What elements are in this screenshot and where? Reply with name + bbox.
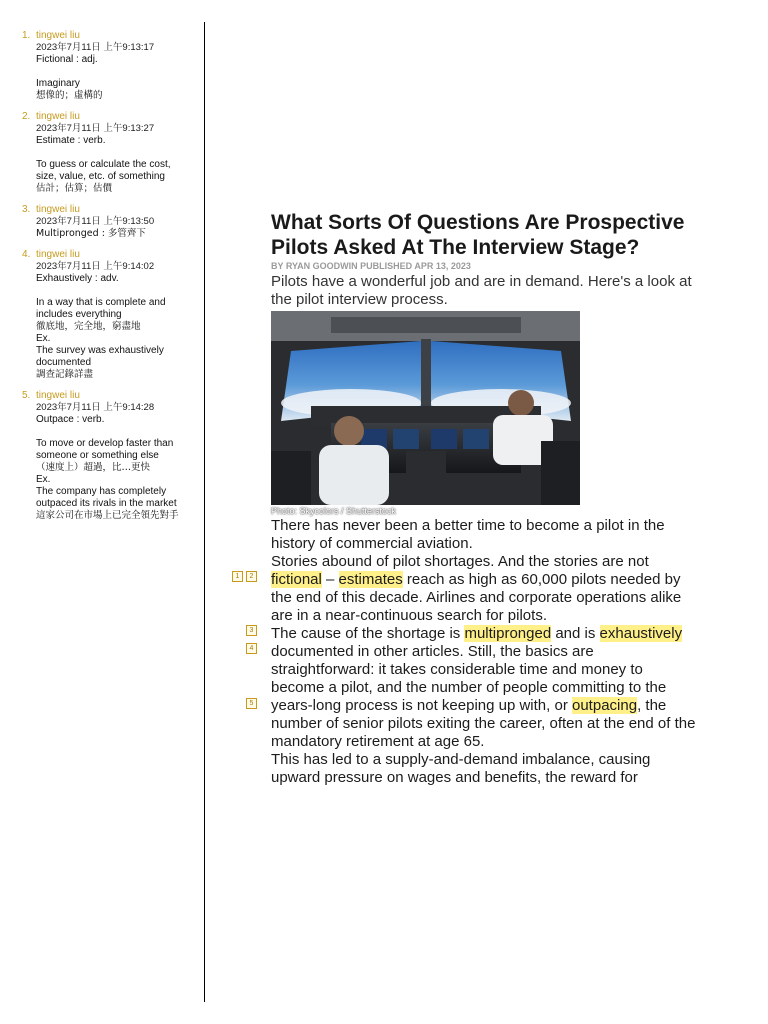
annotation-author: tingwei liu: [36, 390, 80, 401]
paragraph-text: and is: [551, 625, 600, 642]
annotation-number: 4.: [22, 249, 31, 260]
highlight-fictional[interactable]: fictional: [271, 571, 322, 588]
article-byline: BY RYAN GOODWIN PUBLISHED APR 13, 2023: [271, 261, 471, 271]
annotation-text: Estimate : verb.: [36, 135, 106, 146]
annotation-text: someone or something else: [36, 450, 159, 461]
annotation-sidebar: [22, 30, 200, 531]
annotation-marker[interactable]: 2: [246, 571, 257, 582]
annotation-author: tingwei liu: [36, 111, 80, 122]
annotation-text: Fictional : adj.: [36, 54, 98, 65]
paragraph-text: reach as high as 60,000 pilots needed by the end of this decade. Airlines and corporate operations alike are in a near-continuous search for pilots.: [271, 571, 682, 624]
sidebar-divider: [204, 22, 205, 1002]
paragraph: [271, 625, 696, 751]
annotation-number: 3.: [22, 204, 31, 215]
annotation-text: Ex.: [36, 474, 51, 485]
highlight-outpacing[interactable]: outpacing: [572, 697, 638, 714]
annotation-text: size, value, etc. of something: [36, 171, 165, 182]
annotation-text: 徹底地，完全地，窮盡地: [36, 321, 141, 332]
annotation-text: To move or develop faster than: [36, 438, 174, 449]
annotation-timestamp: 2023年7月11日 上午9:13:17: [36, 42, 155, 53]
annotation-text: The company has completely: [36, 486, 167, 497]
photo-credit: Photo: Skycolors / Shutterstock: [271, 506, 397, 516]
annotation-item[interactable]: [22, 111, 200, 195]
annotation-item[interactable]: [22, 390, 200, 522]
annotation-timestamp: 2023年7月11日 上午9:13:50: [36, 216, 155, 227]
annotation-text: Multipronged : 多管齊下: [36, 228, 146, 239]
article: [271, 210, 696, 787]
paragraph-text: , the number of senior pilots exiting the career, often at the end of the mandatory retirement at age 65.: [271, 697, 696, 750]
annotation-text: Exhaustively : adv.: [36, 273, 119, 284]
annotation-number: 1.: [22, 30, 31, 41]
annotation-number: 2.: [22, 111, 31, 122]
annotation-text: Outpace : verb.: [36, 414, 105, 425]
annotation-author: tingwei liu: [36, 249, 80, 260]
annotation-text: Ex.: [36, 333, 51, 344]
annotation-item[interactable]: [22, 249, 200, 381]
annotation-timestamp: 2023年7月11日 上午9:13:27: [36, 123, 155, 134]
paragraph-text: documented in other articles. Still, the basics are straightforward: it takes considerable time and money to become a pilot, and the number of people committing to the years-long process is not keeping up with, or: [271, 643, 667, 714]
annotation-item[interactable]: [22, 30, 200, 102]
annotation-text: documented: [36, 357, 92, 368]
paragraph: This has led to a supply-and-demand imbalance, causing upward pressure on wages and benefits, the reward for: [271, 751, 651, 786]
annotation-text: includes everything: [36, 309, 122, 320]
annotation-author: tingwei liu: [36, 30, 80, 41]
highlight-exhaustively[interactable]: exhaustively: [599, 625, 683, 642]
paragraph-text: Stories abound of pilot shortages. And the stories are not: [271, 553, 649, 570]
annotation-timestamp: 2023年7月11日 上午9:14:02: [36, 261, 155, 272]
annotation-item[interactable]: [22, 204, 200, 240]
annotation-text: 這家公司在市場上已完全領先對手: [36, 510, 179, 521]
paragraph-text: –: [321, 571, 339, 588]
paragraph: [271, 553, 696, 625]
highlight-estimates[interactable]: estimates: [338, 571, 403, 588]
highlight-multipronged[interactable]: multipronged: [464, 625, 552, 642]
annotation-text: Imaginary: [36, 78, 80, 89]
article-subtitle: Pilots have a wonderful job and are in demand. Here's a look at the pilot interview process.: [271, 273, 692, 308]
annotation-author: tingwei liu: [36, 204, 80, 215]
annotation-timestamp: 2023年7月11日 上午9:14:28: [36, 402, 155, 413]
annotation-marker[interactable]: 4: [246, 643, 257, 654]
annotation-marker[interactable]: 3: [246, 625, 257, 636]
annotation-text: 想像的；虛構的: [36, 90, 103, 101]
cockpit-photo: [271, 311, 580, 505]
annotation-text: To guess or calculate the cost,: [36, 159, 171, 170]
annotation-text: The survey was exhaustively: [36, 345, 164, 356]
annotation-text: 估計；估算；估價: [36, 183, 113, 194]
article-title: What Sorts Of Questions Are Prospective Pilots Asked At The Interview Stage?: [271, 211, 685, 259]
article-body: [271, 517, 696, 787]
paragraph: There has never been a better time to become a pilot in the history of commercial aviation.: [271, 517, 665, 552]
annotation-marker[interactable]: 1: [232, 571, 243, 582]
annotation-marker[interactable]: 5: [246, 698, 257, 709]
annotation-text: （速度上）超過，比…更快: [36, 462, 151, 473]
annotation-number: 5.: [22, 390, 31, 401]
annotation-text: outpaced its rivals in the market: [36, 498, 177, 509]
annotation-text: In a way that is complete and: [36, 297, 166, 308]
paragraph-text: The cause of the shortage is: [271, 625, 465, 642]
annotation-text: 調查記錄詳盡: [36, 369, 94, 380]
